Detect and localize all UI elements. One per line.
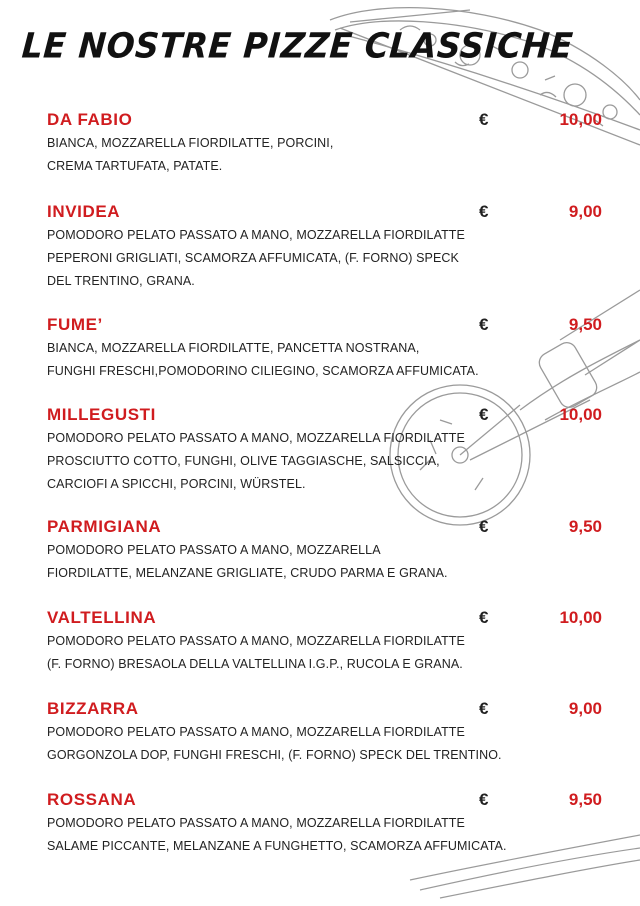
- pizza-name: INVIDEA: [47, 202, 121, 221]
- ingredients-line: PEPERONI GRIGLIATI, SCAMORZA AFFUMICATA, (F. FORNO) SPECK: [47, 251, 459, 265]
- currency-symbol: €: [479, 699, 489, 718]
- price-value: 9,00: [568, 202, 602, 221]
- ingredients-description: [47, 337, 567, 383]
- pizza-name: MILLEGUSTI: [47, 405, 156, 424]
- currency-symbol: €: [479, 790, 489, 809]
- pizza-name: FUME’: [47, 315, 103, 334]
- ingredients-description: [47, 539, 567, 585]
- currency-symbol: €: [479, 315, 489, 334]
- ingredients-line: DEL TRENTINO, GRANA.: [47, 274, 195, 288]
- page-title: LE NOSTRE PIZZE CLASSICHE: [20, 25, 575, 66]
- menu-item: [47, 699, 602, 767]
- price-value: 10,00: [559, 405, 602, 424]
- menu-item: [47, 315, 602, 383]
- ingredients-line: GORGONZOLA DOP, FUNGHI FRESCHI, (F. FORNO) SPECK DEL TRENTINO.: [47, 748, 502, 762]
- ingredients-line: SALAME PICCANTE, MELANZANE A FUNGHETTO, SCAMORZA AFFUMICATA.: [47, 839, 507, 853]
- ingredients-line: PROSCIUTTO COTTO, FUNGHI, OLIVE TAGGIASCHE, SALSICCIA,: [47, 454, 440, 468]
- pizza-name: BIZZARRA: [47, 699, 139, 718]
- price-value: 9,50: [568, 517, 602, 536]
- ingredients-description: [47, 630, 567, 676]
- ingredients-line: CARCIOFI A SPICCHI, PORCINI, WÜRSTEL.: [47, 477, 306, 491]
- currency-symbol: €: [479, 202, 489, 221]
- ingredients-line: CREMA TARTUFATA, PATATE.: [47, 159, 223, 173]
- ingredients-description: [47, 132, 567, 178]
- currency-symbol: €: [479, 608, 489, 627]
- pizza-name: PARMIGIANA: [47, 517, 162, 536]
- ingredients-description: [47, 427, 567, 496]
- ingredients-line: POMODORO PELATO PASSATO A MANO, MOZZARELLA FIORDILATTE: [47, 816, 465, 830]
- ingredients-line: BIANCA, MOZZARELLA FIORDILATTE, PORCINI,: [47, 136, 334, 150]
- price-value: 9,50: [568, 315, 602, 334]
- ingredients-line: POMODORO PELATO PASSATO A MANO, MOZZARELLA FIORDILATTE: [47, 725, 465, 739]
- ingredients-description: [47, 224, 567, 293]
- ingredients-line: FIORDILATTE, MELANZANE GRIGLIATE, CRUDO PARMA E GRANA.: [47, 566, 448, 580]
- ingredients-description: [47, 721, 567, 767]
- pizza-name: DA FABIO: [47, 110, 133, 129]
- menu-item: [47, 405, 602, 496]
- ingredients-line: BIANCA, MOZZARELLA FIORDILATTE, PANCETTA NOSTRANA,: [47, 341, 420, 355]
- ingredients-line: POMODORO PELATO PASSATO A MANO, MOZZARELLA: [47, 543, 381, 557]
- menu-item: [47, 517, 602, 585]
- menu-item: [47, 790, 602, 858]
- menu-item: [47, 202, 602, 293]
- price-value: 9,00: [568, 699, 602, 718]
- ingredients-line: (F. FORNO) BRESAOLA DELLA VALTELLINA I.G.P., RUCOLA E GRANA.: [47, 657, 463, 671]
- pizza-name: VALTELLINA: [47, 608, 157, 627]
- currency-symbol: €: [479, 110, 489, 129]
- ingredients-line: POMODORO PELATO PASSATO A MANO, MOZZARELLA FIORDILATTE: [47, 634, 465, 648]
- menu-item: [47, 608, 602, 676]
- ingredients-line: POMODORO PELATO PASSATO A MANO, MOZZARELLA FIORDILATTE: [47, 431, 465, 445]
- price-value: 9,50: [568, 790, 602, 809]
- price-value: 10,00: [559, 110, 602, 129]
- ingredients-line: FUNGHI FRESCHI,POMODORINO CILIEGINO, SCAMORZA AFFUMICATA.: [47, 364, 479, 378]
- currency-symbol: €: [479, 517, 489, 536]
- menu-item: [47, 110, 602, 178]
- price-value: 10,00: [559, 608, 602, 627]
- pizza-name: ROSSANA: [47, 790, 137, 809]
- ingredients-line: POMODORO PELATO PASSATO A MANO, MOZZARELLA FIORDILATTE: [47, 228, 465, 242]
- ingredients-description: [47, 812, 567, 858]
- currency-symbol: €: [479, 405, 489, 424]
